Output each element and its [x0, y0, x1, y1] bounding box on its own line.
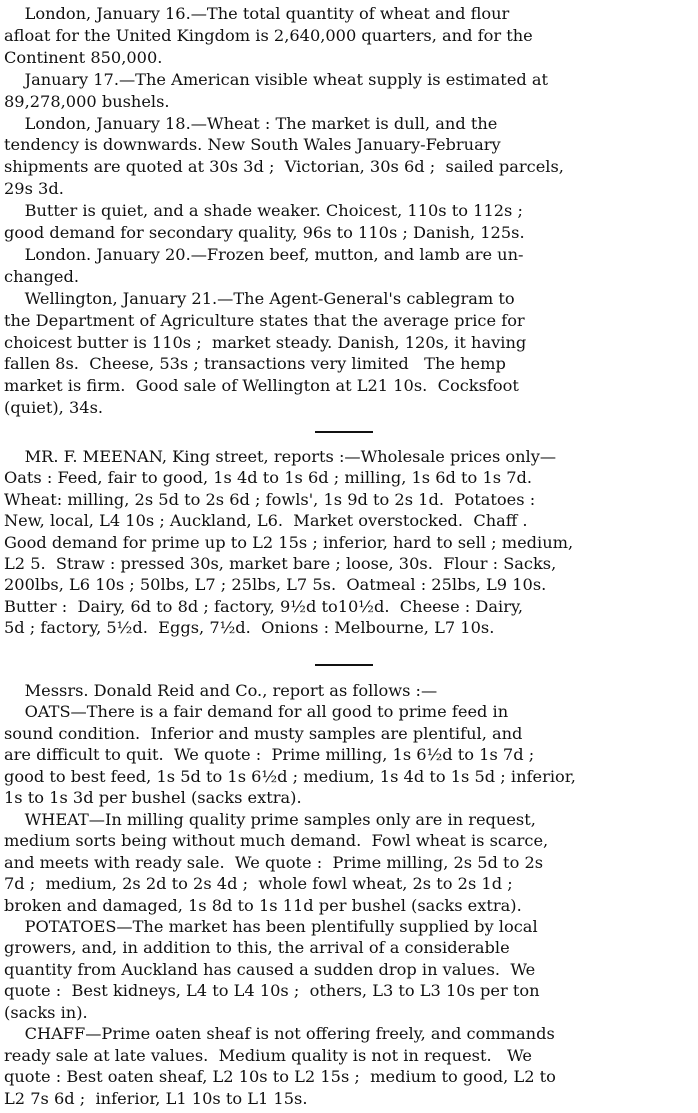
text-line: sound condition. Inferior and musty samples are plentiful, and	[4, 723, 523, 743]
text-line: shipments are quoted at 30s 3d ; Victorian, 30s 6d ; sailed parcels,	[4, 157, 564, 177]
text-line: medium sorts being without much demand. Fowl wheat is scarce,	[4, 831, 549, 851]
text-line: CHAFF—Prime oaten sheaf is not offering freely, and commands	[4, 1024, 555, 1044]
text-line: broken and damaged, 1s 8d to 1s 11d per bushel (sacks extra).	[4, 895, 522, 915]
text-line: growers, and, in addition to this, the arrival of a considerable	[4, 938, 510, 958]
text-line: London. January 20.—Frozen beef, mutton, and lamb are un-	[4, 244, 524, 264]
text-line: are difficult to quit. We quote : Prime milling, 1s 6½d to 1s 7d ;	[4, 745, 535, 765]
text-line: Butter : Dairy, 6d to 8d ; factory, 9½d to10½d. Cheese : Dairy,	[4, 596, 524, 616]
section-divider	[315, 664, 373, 666]
text-line: London, January 16.—The total quantity of wheat and flour	[4, 4, 510, 23]
text-line: good demand for secondary quality, 96s to 110s ; Danish, 125s.	[4, 223, 525, 242]
text-line: 7d ; medium, 2s 2d to 2s 4d ; whole fowl wheat, 2s to 2s 1d ;	[4, 874, 513, 894]
text-line: Oats : Feed, fair to good, 1s 4d to 1s 6d ; milling, 1s 6d to 1s 7d.	[4, 468, 533, 488]
text-line: New, local, L4 10s ; Auckland, L6. Market overstocked. Chaff .	[4, 511, 528, 531]
section-divider	[315, 431, 373, 433]
text-line: Good demand for prime up to L2 15s ; inferior, hard to sell ; medium,	[4, 532, 574, 552]
text-line: quote : Best kidneys, L4 to L4 10s ; others, L3 to L3 10s per ton	[4, 981, 540, 1001]
text-line: 89,278,000 bushels.	[4, 91, 170, 111]
text-line: quote : Best oaten sheaf, L2 10s to L2 15s ; medium to good, L2 to	[4, 1067, 556, 1087]
text-line: ready sale at late values. Medium quality is not in request. We	[4, 1045, 532, 1065]
text-line: WHEAT—In milling quality prime samples only are in request,	[4, 809, 536, 829]
text-line: London, January 18.—Wheat : The market is dull, and the	[4, 113, 498, 133]
text-line: POTATOES—The market has been plentifully supplied by local	[4, 916, 538, 936]
text-line: tendency is downwards. New South Wales January-February	[4, 135, 501, 155]
text-line: afloat for the United Kingdom is 2,640,000 quarters, and for the	[4, 25, 533, 45]
text-line: OATS—There is a fair demand for all good to prime feed in	[4, 702, 509, 722]
text-line: choicest butter is 110s ; market steady. Danish, 120s, it having	[4, 332, 527, 352]
text-line: and meets with ready sale. We quote : Prime milling, 2s 5d to 2s	[4, 852, 544, 872]
text-line: L2 5. Straw : pressed 30s, market bare ; loose, 30s. Flour : Sacks,	[4, 554, 557, 573]
text-line: (sacks in).	[4, 1002, 88, 1022]
text-line: 1s to 1s 3d per bushel (sacks extra).	[4, 788, 302, 808]
text-line: 29s 3d.	[4, 179, 64, 199]
text-line: fallen 8s. Cheese, 53s ; transactions very limited The hemp	[4, 354, 506, 374]
text-line: Butter is quiet, and a shade weaker. Choicest, 110s to 112s ;	[4, 201, 523, 221]
text-line: MR. F. MEENAN, King street, reports :—Wholesale prices only—	[4, 447, 557, 466]
text-line: changed.	[4, 266, 80, 286]
text-line: the Department of Agriculture states that the average price for	[4, 310, 525, 330]
text-line: Continent 850,000.	[4, 47, 163, 67]
text-line: Wheat: milling, 2s 5d to 2s 6d ; fowls', 1s 9d to 2s 1d. Potatoes :	[4, 489, 536, 509]
text-line: Wellington, January 21.—The Agent-General's cablegram to	[4, 288, 515, 308]
text-line: Messrs. Donald Reid and Co., report as follows :—	[4, 681, 438, 700]
text-line: 200lbs, L6 10s ; 50lbs, L7 ; 25lbs, L7 5s. Oatmeal : 25lbs, L9 10s.	[4, 575, 547, 595]
text-line: quantity from Auckland has caused a sudden drop in values. We	[4, 959, 536, 979]
text-line: (quiet), 34s.	[4, 398, 104, 418]
text-line: January 17.—The American visible wheat supply is estimated at	[4, 69, 549, 89]
text-line: market is firm. Good sale of Wellington at L21 10s. Cocksfoot	[4, 376, 519, 396]
text-line: 5d ; factory, 5½d. Eggs, 7½d. Onions : Melbourne, L7 10s.	[4, 618, 495, 638]
text-line: L2 7s 6d ; inferior, L1 10s to L1 15s.	[4, 1088, 308, 1108]
text-line: good to best feed, 1s 5d to 1s 6½d ; medium, 1s 4d to 1s 5d ; inferior,	[4, 766, 576, 786]
